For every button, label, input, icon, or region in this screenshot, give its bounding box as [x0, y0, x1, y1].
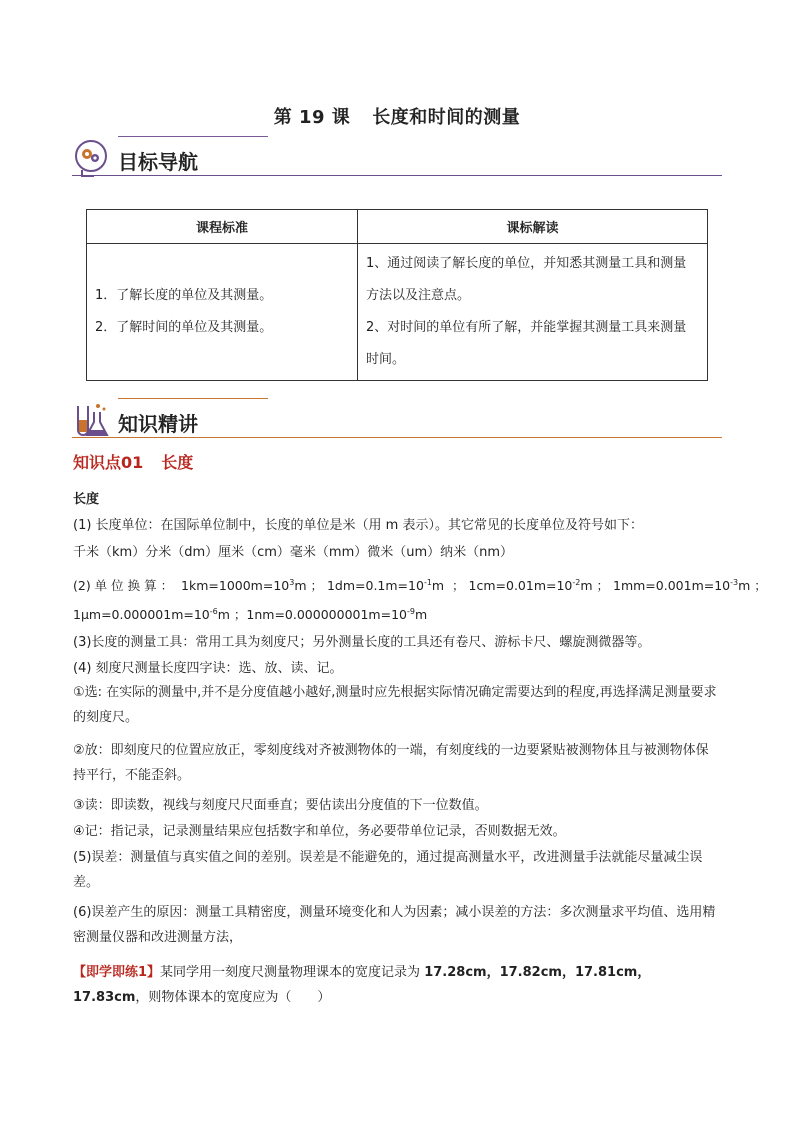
lesson-topic: 长度和时间的测量: [372, 107, 521, 128]
practice-values: 17.28cm，17.82cm，17.81cm，17.83cm: [73, 965, 651, 1005]
section-header-knowledge: [72, 400, 722, 440]
paragraph: 千米（km）分米（dm）厘米（cm）毫米（mm）微米（um）纳米（nm）: [73, 545, 514, 560]
knowledge-point-topic: 长度: [161, 453, 194, 472]
practice-tag: 【即学即练1】: [73, 965, 161, 980]
unit-conversion-line2: $1\mu m=0.000001m=10^{-6}m$ ；$1nm=0.000000001m=10^{-9}m$: [73, 606, 428, 622]
section-rule: [72, 437, 722, 438]
practice-question: [73, 961, 721, 1010]
paragraph: ④记：指记录，记录测量结果应包括数字和单位，务必要带单位记录，否则数据无效。: [73, 824, 566, 839]
brain-gears-icon: [72, 138, 110, 178]
table-header-row: [87, 210, 708, 244]
standard-item: 1．了解长度的单位及其测量。: [95, 288, 273, 303]
paragraph: (6)误差产生的原因：测量工具精密度，测量环境变化和人为因素；减小误差的方法：多次测量求平均值、选用精密测量仪器和改进测量方法，: [73, 905, 716, 945]
section-rule: [72, 175, 722, 176]
content-heading: 长度: [73, 492, 100, 507]
page-title: [0, 103, 794, 129]
table-header: 课标解读: [358, 210, 708, 244]
section-header-goals: [72, 138, 722, 178]
knowledge-point-label: 知识点01: [73, 453, 144, 472]
paragraph: (4) 刻度尺测量长度四字诀：选、放、读、记。: [73, 661, 343, 676]
table-header: 课程标准: [87, 210, 358, 244]
paragraph: (5)误差：测量值与真实值之间的差别。误差是不能避免的，通过提高测量水平，改进测量手法就能尽量减尘误差。: [73, 850, 703, 890]
practice-text: ，则物体课本的宽度应为（ ）: [135, 989, 331, 1005]
paragraph: ③读：即读数，视线与刻度尺尺面垂直；要估读出分度值的下一位数值。: [73, 798, 488, 813]
paragraph: (3)长度的测量工具：常用工具为刻度尺；另外测量长度的工具还有卷尺、游标卡尺、螺旋测微器等。: [73, 635, 651, 650]
section-overline: [118, 136, 268, 137]
lesson-number: 第 19 课: [273, 107, 351, 128]
section-title: 目标导航: [118, 150, 198, 174]
table-cell-standards: [87, 244, 358, 381]
lab-flasks-icon: [72, 400, 110, 440]
standards-table: [86, 209, 708, 381]
unit-conversion-line1: (2) 单 位 换 算 ： $1km=1000m=10^3m$ ； $1dm=0.1m=10^{-1}m$ ； $1cm=0.01m=10^{-2}m$ ； $1mm=0.001m=10^{-3}m$ ；: [73, 577, 767, 593]
table-cell-interp: [358, 244, 708, 381]
standard-item: 2．了解时间的单位及其测量。: [95, 320, 273, 335]
table-row: [87, 244, 708, 381]
conversion-label: (2) 单 位 换 算 ：: [73, 578, 174, 593]
interp-item: 2、对时间的单位有所了解，并能掌握其测量工具来测量时间。: [366, 320, 687, 367]
section-overline: [118, 398, 268, 399]
knowledge-point-title: [73, 450, 193, 473]
paragraph: (1) 长度单位：在国际单位制中，长度的单位是米（用 m 表示）。其它常见的长度单位及符号如下：: [73, 518, 643, 533]
paragraph: ①选: 在实际的测量中,并不是分度值越小越好,测量时应先根据实际情况确定需要达到的程度,再选择满足测量要求的刻度尺。: [73, 685, 717, 725]
interp-item: 1、通过阅读了解长度的单位，并知悉其测量工具和测量方法以及注意点。: [366, 256, 687, 303]
paragraph: ②放：即刻度尺的位置应放正，零刻度线对齐被测物体的一端，有刻度线的一边要紧贴被测物体且与被测物体保持平行，不能歪斜。: [73, 743, 709, 783]
section-title: 知识精讲: [118, 412, 198, 436]
practice-text: 某同学用一刻度尺测量物理课本的宽度记录为: [160, 965, 421, 980]
